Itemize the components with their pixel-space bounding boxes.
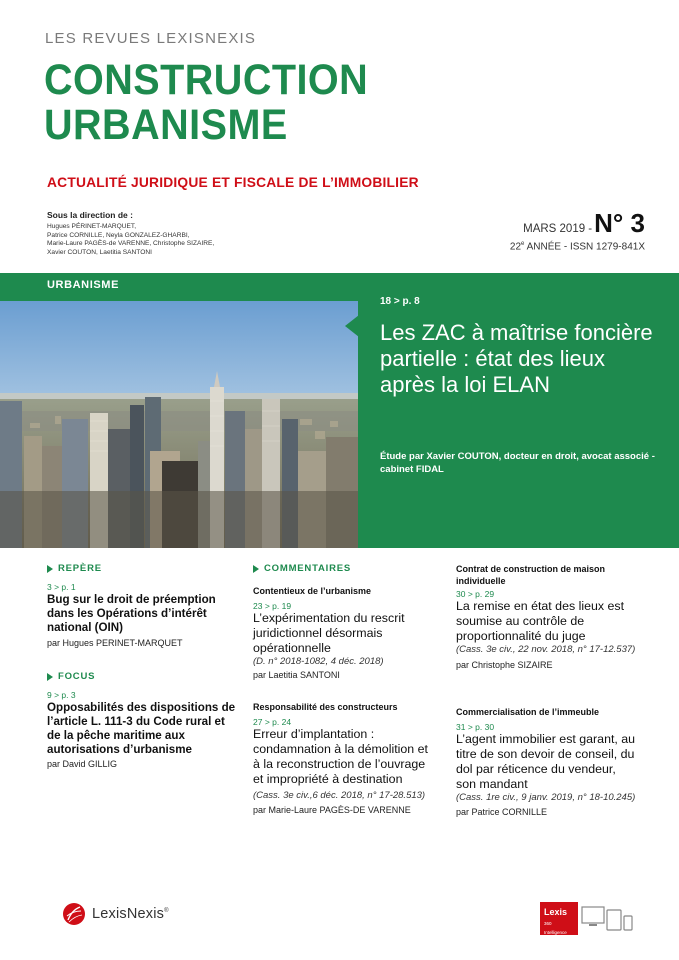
comment-byline: par Marie-Laure PAGÈS-DE VARENNE (253, 804, 411, 815)
journal-title-line2: URBANISME (44, 101, 288, 149)
badge-sublabel: 360 Intelligence (544, 921, 567, 935)
triangle-icon (253, 565, 259, 573)
direction-heading: Sous la direction de : (47, 210, 133, 220)
issue-year-sup: e (521, 241, 525, 247)
comment-ref: 30 > p. 29 (456, 589, 495, 599)
repere-title[interactable]: Bug sur le droit de préemption dans les Opérations d’intérêt national (OIN) (47, 593, 216, 634)
lexis360-badge[interactable] (540, 902, 578, 935)
featured-title[interactable]: Les ZAC à maîtrise foncière partielle : état des lieux après la loi ELAN (380, 320, 653, 397)
comment-title[interactable] (253, 727, 431, 802)
badge-label: Lexis (544, 907, 568, 917)
repere-heading (47, 563, 237, 574)
direction-line: Hugues PÉRINET-MARQUET, (47, 223, 137, 230)
triangle-icon (47, 565, 53, 573)
comment-citation: (D. n° 2018-1082, 4 déc. 2018) (253, 655, 384, 667)
comment-item (456, 564, 636, 670)
issue-number: N° 3 (594, 208, 645, 238)
triangle-icon (47, 673, 53, 681)
comment-byline: par Laetitia SANTONI (253, 670, 340, 680)
comment-category: Responsabilité des constructeurs (253, 702, 398, 712)
issue-year-issn: ANNÉE - ISSN 1279-841X (524, 241, 645, 253)
comment-ref: 31 > p. 30 (456, 721, 495, 732)
journal-title (44, 58, 368, 148)
lexisnexis-logo[interactable] (62, 902, 169, 926)
issue-info (455, 210, 645, 252)
commentaires-section (253, 563, 431, 574)
featured-ref: 18 > p. 8 (380, 296, 420, 307)
comment-item (253, 586, 431, 680)
repere-ref: 3 > p. 1 (47, 582, 76, 592)
comment-ref: 23 > p. 19 (253, 600, 292, 611)
comment-byline: par Patrice CORNILLE (456, 807, 548, 817)
comment-category: Contrat de construction de maison individuelle (456, 564, 606, 586)
device-icons (581, 906, 633, 932)
featured-pointer-icon (345, 315, 359, 337)
commentaires-heading-label: COMMENTAIRES (264, 563, 352, 574)
featured-section-label: URBANISME (47, 279, 120, 291)
comment-category: Contentieux de l’urbanisme (253, 586, 372, 596)
comment-byline: par Christophe SIZAIRE (456, 659, 553, 670)
comment-item (456, 707, 636, 817)
comment-title[interactable]: La remise en état des lieux est soumise au contrôle de proportionnalité du juge (456, 599, 625, 643)
series-label: LES REVUES LEXISNEXIS (45, 30, 257, 47)
issue-date: MARS 2019 - (523, 223, 593, 235)
issue-meta (455, 241, 645, 252)
issue-year-number: 22 (509, 241, 522, 253)
repere-section (47, 563, 237, 648)
direction-line: Patrice CORNILLE, Neyla GONZALEZ-GHARBI, (47, 231, 190, 239)
comment-title[interactable]: L’agent immobilier est garant, au titre de son devoir de conseil, du dol par réticence du vendeur, son mandant (456, 731, 636, 791)
direction-line: Xavier COUTON, Laetitia SANTONI (47, 248, 152, 256)
journal-tagline: ACTUALITÉ JURIDIQUE ET FISCALE DE L’IMMOBILIER (47, 175, 419, 190)
journal-title-line1: CONSTRUCTION (44, 56, 369, 104)
comment-item (253, 702, 431, 815)
lexisnexis-logo-icon (62, 902, 86, 926)
focus-heading (47, 671, 237, 682)
comment-title[interactable]: L’expérimentation du rescrit juridictionnel désormais opérationnelle (253, 610, 405, 655)
comment-title-text: Erreur d’implantation : condamnation à la démolition et à la reconstruction de l’ouvrage et impropriété à destination (253, 726, 428, 786)
city-skyline-photo (0, 301, 358, 548)
repere-heading-label: REPÈRE (58, 563, 102, 574)
comment-citation: (Cass. 3e civ.,6 déc. 2018, n° 17-28.513) (253, 789, 426, 801)
focus-ref: 9 > p. 3 (47, 690, 76, 700)
featured-author: Étude par Xavier COUTON, docteur en droit, avocat associé - cabinet FIDAL (380, 451, 655, 475)
comment-citation: (Cass. 1re civ., 9 janv. 2019, n° 18-10.245) (456, 791, 636, 803)
commentaires-heading (253, 563, 431, 574)
logo-text (92, 906, 169, 922)
focus-title[interactable]: Opposabilités des dispositions de l’article L. 111-3 du Code rural et de la pêche maritime aux autorisations d’urbanisme (47, 701, 236, 756)
focus-heading-label: FOCUS (58, 671, 96, 682)
editorial-direction (47, 210, 277, 257)
comment-citation: (Cass. 3e civ., 22 nov. 2018, n° 17-12.537) (456, 644, 636, 655)
comment-category: Commercialisation de l’immeuble (456, 707, 600, 717)
repere-byline: par Hugues PERINET-MARQUET (47, 638, 183, 648)
logo-word: LexisNexis (92, 906, 165, 922)
comment-ref: 27 > p. 24 (253, 716, 292, 727)
logo-trademark: ® (164, 908, 169, 915)
focus-section (47, 671, 237, 769)
focus-byline: par David GILLIG (47, 759, 118, 769)
direction-line: Marie-Laure PAGÈS-de VARENNE, Christophe SIZAIRE, (47, 240, 215, 248)
